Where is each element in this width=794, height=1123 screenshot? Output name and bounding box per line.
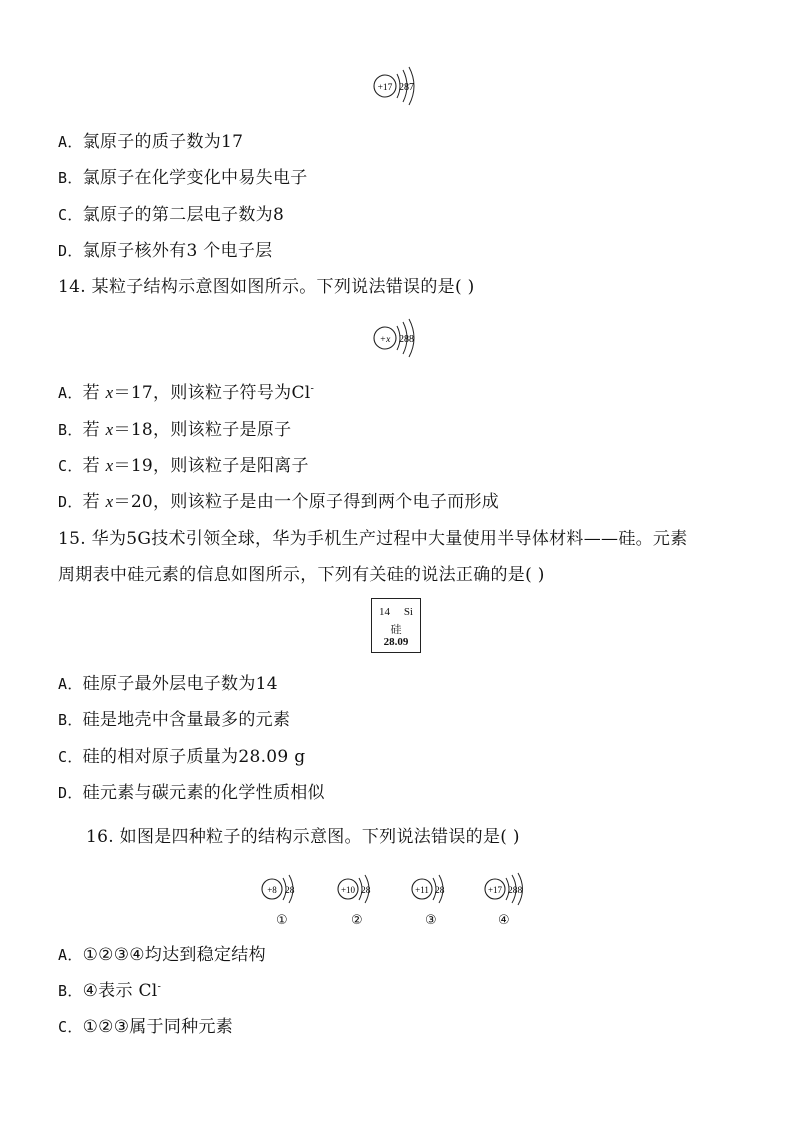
nucleus-label: +10	[340, 885, 356, 895]
q16-option-a[interactable]: A．①②③④均达到稳定结构	[58, 945, 266, 965]
particle-diagram-3	[408, 872, 464, 910]
q13-option-c[interactable]: C．氯原子的第二层电子数为8	[58, 205, 285, 225]
q14-option-d[interactable]: D．若 x＝20，则该粒子是由一个原子得到两个电子而形成	[58, 492, 500, 512]
chlorine-atom-diagram	[370, 66, 430, 110]
q14-option-b[interactable]: B．若 x＝18，则该粒子是原子	[58, 420, 292, 440]
shell-electrons: 288	[508, 886, 523, 896]
q13-option-a[interactable]: A．氯原子的质子数为17	[58, 132, 244, 152]
q16-option-c[interactable]: C．①②③属于同种元素	[58, 1017, 234, 1037]
q15-option-c[interactable]: C．硅的相对原子质量为28.09 g	[58, 747, 306, 767]
q15-stem-line1: 15. 华为5G技术引领全球，华为手机生产过程中大量使用半导体材料——硅。元素	[58, 529, 688, 549]
element-name: 硅	[390, 623, 402, 636]
q14-option-c[interactable]: C．若 x＝19，则该粒子是阳离子	[58, 456, 309, 476]
shell-electrons: 28	[435, 886, 445, 896]
nucleus-label: +17	[487, 885, 503, 895]
silicon-element-card	[371, 598, 421, 653]
q16-option-b[interactable]: B．④表示 Cl-	[58, 981, 162, 1001]
diagram-label-1: ①	[276, 913, 288, 928]
element-symbol: Si	[403, 606, 413, 618]
particle-x-diagram	[370, 318, 430, 362]
atomic-number: 14	[379, 606, 390, 618]
q14-option-a[interactable]: A．若 x＝17，则该粒子符号为Cl-	[58, 383, 315, 403]
nucleus-label: +8	[267, 885, 277, 895]
diagram-label-4: ④	[498, 913, 510, 928]
particle-diagram-4	[481, 872, 543, 910]
q13-option-d[interactable]: D．氯原子核外有3 个电子层	[58, 241, 273, 261]
q15-option-d[interactable]: D．硅元素与碳元素的化学性质相似	[58, 783, 325, 803]
q15-option-a[interactable]: A．硅原子最外层电子数为14	[58, 674, 278, 694]
q14-stem: 14. 某粒子结构示意图如图所示。下列说法错误的是( )	[58, 277, 475, 297]
shell-electrons: 28	[285, 886, 295, 896]
nucleus-label: +11	[415, 885, 429, 895]
q16-stem: 16. 如图是四种粒子的结构示意图。下列说法错误的是( )	[86, 827, 520, 847]
shell-electrons: 28	[361, 886, 371, 896]
diagram-label-3: ③	[425, 913, 437, 928]
nucleus-label: +17	[377, 83, 393, 93]
shell-electrons: 288	[399, 334, 414, 345]
q15-option-b[interactable]: B．硅是地壳中含量最多的元素	[58, 710, 291, 730]
q13-option-b[interactable]: B．氯原子在化学变化中易失电子	[58, 168, 308, 188]
diagram-label-2: ②	[351, 913, 363, 928]
shell-electrons: 287	[399, 82, 414, 93]
atomic-mass: 28.09	[383, 636, 409, 648]
particle-diagram-2	[334, 872, 390, 910]
q15-stem-line2: 周期表中硅元素的信息如图所示，下列有关硅的说法正确的是( )	[58, 565, 545, 585]
particle-diagram-1	[258, 872, 314, 910]
nucleus-label: +x	[379, 335, 391, 345]
